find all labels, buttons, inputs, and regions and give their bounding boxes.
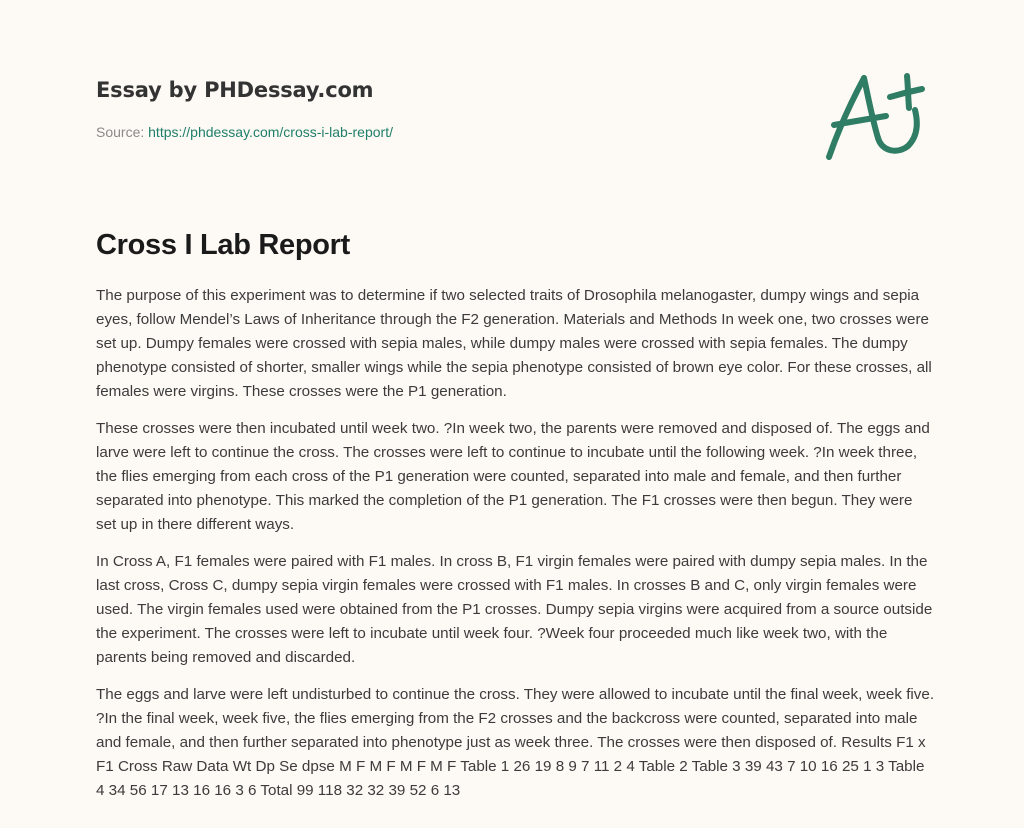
a-plus-grade-icon	[820, 66, 930, 166]
site-header	[96, 76, 796, 142]
paragraph: These crosses were then incubated until week two. ?In week two, the parents were removed and disposed of. The eggs and larve were left to continue the cross. The crosses were left to continue to incubate until the following week. ?In week three, the flies emerging from each cross of the P1 generation were counted, separated into male and female, and then further separated into phenotype. This marked the completion of the P1 generation. The F1 crosses were then begun. They were set up in there different ways.	[96, 420, 930, 533]
article-body	[96, 284, 936, 816]
source-label: Source:	[96, 124, 145, 140]
source-line	[96, 122, 796, 142]
source-link[interactable]: https://phdessay.com/cross-i-lab-report/	[148, 124, 393, 140]
site-title: Essay by PHDessay.com	[96, 78, 374, 102]
paragraph: The eggs and larve were left undisturbed to continue the cross. They were allowed to incubate until the final week, week five. ?In the final week, week five, the flies emerging from the F2 crosses and the backcross were counted, separated into male and female, and then further separated into phenotype just as week three. The crosses were then disposed of. Results F1 x F1 Cross Raw Data Wt Dp Se dpse M F M F M F M F Table 1 26 19 8 9 7 11 2 4 Table 2 Table 3 39 43 7 10 16 25 1 3 Table 4 34 56 17 13 16 16 3 6 Total 99 118 32 32 39 52 6 13	[96, 686, 935, 799]
paragraph: The purpose of this experiment was to determine if two selected traits of Drosophila melanogaster, dumpy wings and sepia eyes, follow Mendel’s Laws of Inheritance through the F2 generation. Materials and Methods In week one, two crosses were set up. Dumpy females were crossed with sepia males, while dumpy males were crossed with sepia females. The dumpy phenotype consisted of shorter, smaller wings while the sepia phenotype consisted of brown eye color. For these crosses, all females were virgins. These crosses were the P1 generation.	[96, 287, 932, 400]
article-title: Cross I Lab Report	[96, 229, 351, 261]
paragraph: In Cross A, F1 females were paired with F1 males. In cross B, F1 virgin females were paired with dumpy sepia males. In the last cross, Cross C, dumpy sepia virgin females were crossed with F1 males. In crosses B and C, only virgin females were used. The virgin females used were obtained from the P1 crosses. Dumpy sepia virgins were acquired from a source outside the experiment. The crosses were left to incubate until week four. ?Week four proceeded much like week two, with the parents being removed and discarded.	[96, 553, 933, 666]
